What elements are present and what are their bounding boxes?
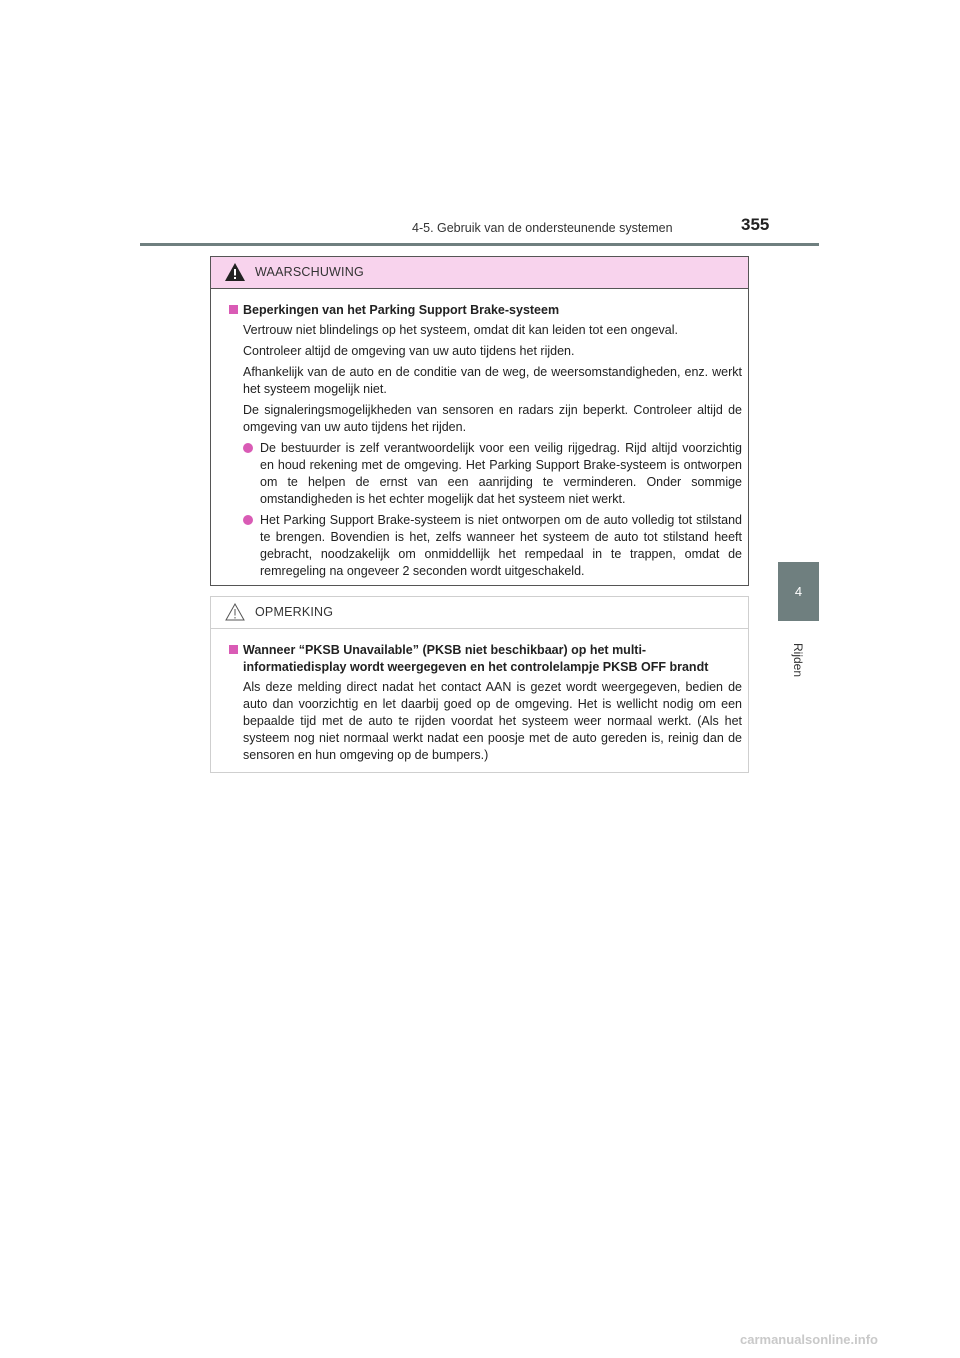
warning-paragraph: Vertrouw niet blindelings op het systeem, omdat dit kan leiden tot een ongeval. xyxy=(243,323,678,337)
note-title: OPMERKING xyxy=(255,605,334,619)
square-bullet-icon xyxy=(229,645,238,654)
note-heading-text: Wanneer “PKSB Unavailable” (PKSB niet beschikbaar) op het multi-informatiedisplay wordt weergegeven en het controlelampje PKSB OFF brandt xyxy=(243,643,709,674)
note-box xyxy=(210,596,749,773)
warning-heading-text: Beperkingen van het Parking Support Brake-systeem xyxy=(243,303,560,317)
note-paragraph: Als deze melding direct nadat het contact AAN is gezet wordt weergegeven, bedien de auto dan voorzichtig en let daarbij goed op de omgeving. Het is wellicht nodig om een bepaalde tijd met de auto te rijden voordat het systeem weer normaal werkt. (Als het systeem nog niet normaal werkt nadat een poosje met de auto gereden is, reinig dan de sensoren en hun omgeving op de bumpers.) xyxy=(243,680,742,762)
note-heading xyxy=(229,642,742,676)
warning-bullet xyxy=(229,512,742,580)
header-divider xyxy=(140,243,819,246)
section-title: 4-5. Gebruik van de ondersteunende systemen xyxy=(412,221,673,235)
warning-box xyxy=(210,256,749,586)
warning-paragraph: Afhankelijk van de auto en de conditie van de weg, de weersomstandigheden, enz. werkt het systeem mogelijk niet. xyxy=(243,365,742,396)
circle-bullet-icon xyxy=(243,515,253,525)
warning-bullet-text: De bestuurder is zelf verantwoordelijk voor een veilig rijgedrag. Rijd altijd voorzichtig en houd rekening met de omgeving. Het Parking Support Brake-systeem is ontworpen om te helpen de ernst van een aanrijding te verminderen. Onder sommige omstandigheden is het echter mogelijk dat het systeem niet werkt. xyxy=(260,441,742,506)
warning-triangle-filled-icon xyxy=(225,263,245,281)
chapter-tab: 4 xyxy=(778,562,819,621)
warning-header xyxy=(211,257,748,289)
chapter-label: Rijden xyxy=(791,642,805,678)
warning-paragraph: Controleer altijd de omgeving van uw auto tijdens het rijden. xyxy=(243,344,575,358)
watermark: carmanualsonline.info xyxy=(740,1332,878,1347)
note-body xyxy=(211,629,748,764)
warning-heading xyxy=(229,302,742,319)
warning-bullet-text: Het Parking Support Brake-systeem is niet ontworpen om de auto volledig tot stilstand te brengen. Bovendien is het, zelfs wanneer het systeem de auto tot stilstand heeft gebracht, noodzakelijk om onmiddellijk het rempedaal in te trappen, omdat de remregeling na ongeveer 2 seconden wordt uitgeschakeld. xyxy=(260,513,742,578)
warning-triangle-outline-icon xyxy=(225,603,245,621)
square-bullet-icon xyxy=(229,305,238,314)
circle-bullet-icon xyxy=(243,443,253,453)
warning-paragraph: De signaleringsmogelijkheden van sensoren en radars zijn beperkt. Controleer altijd de omgeving van uw auto tijdens het rijden. xyxy=(243,403,742,434)
page-number: 355 xyxy=(741,215,770,234)
note-header xyxy=(211,597,748,629)
warning-body xyxy=(211,289,748,580)
warning-title: WAARSCHUWING xyxy=(255,265,364,279)
warning-bullet xyxy=(229,440,742,508)
